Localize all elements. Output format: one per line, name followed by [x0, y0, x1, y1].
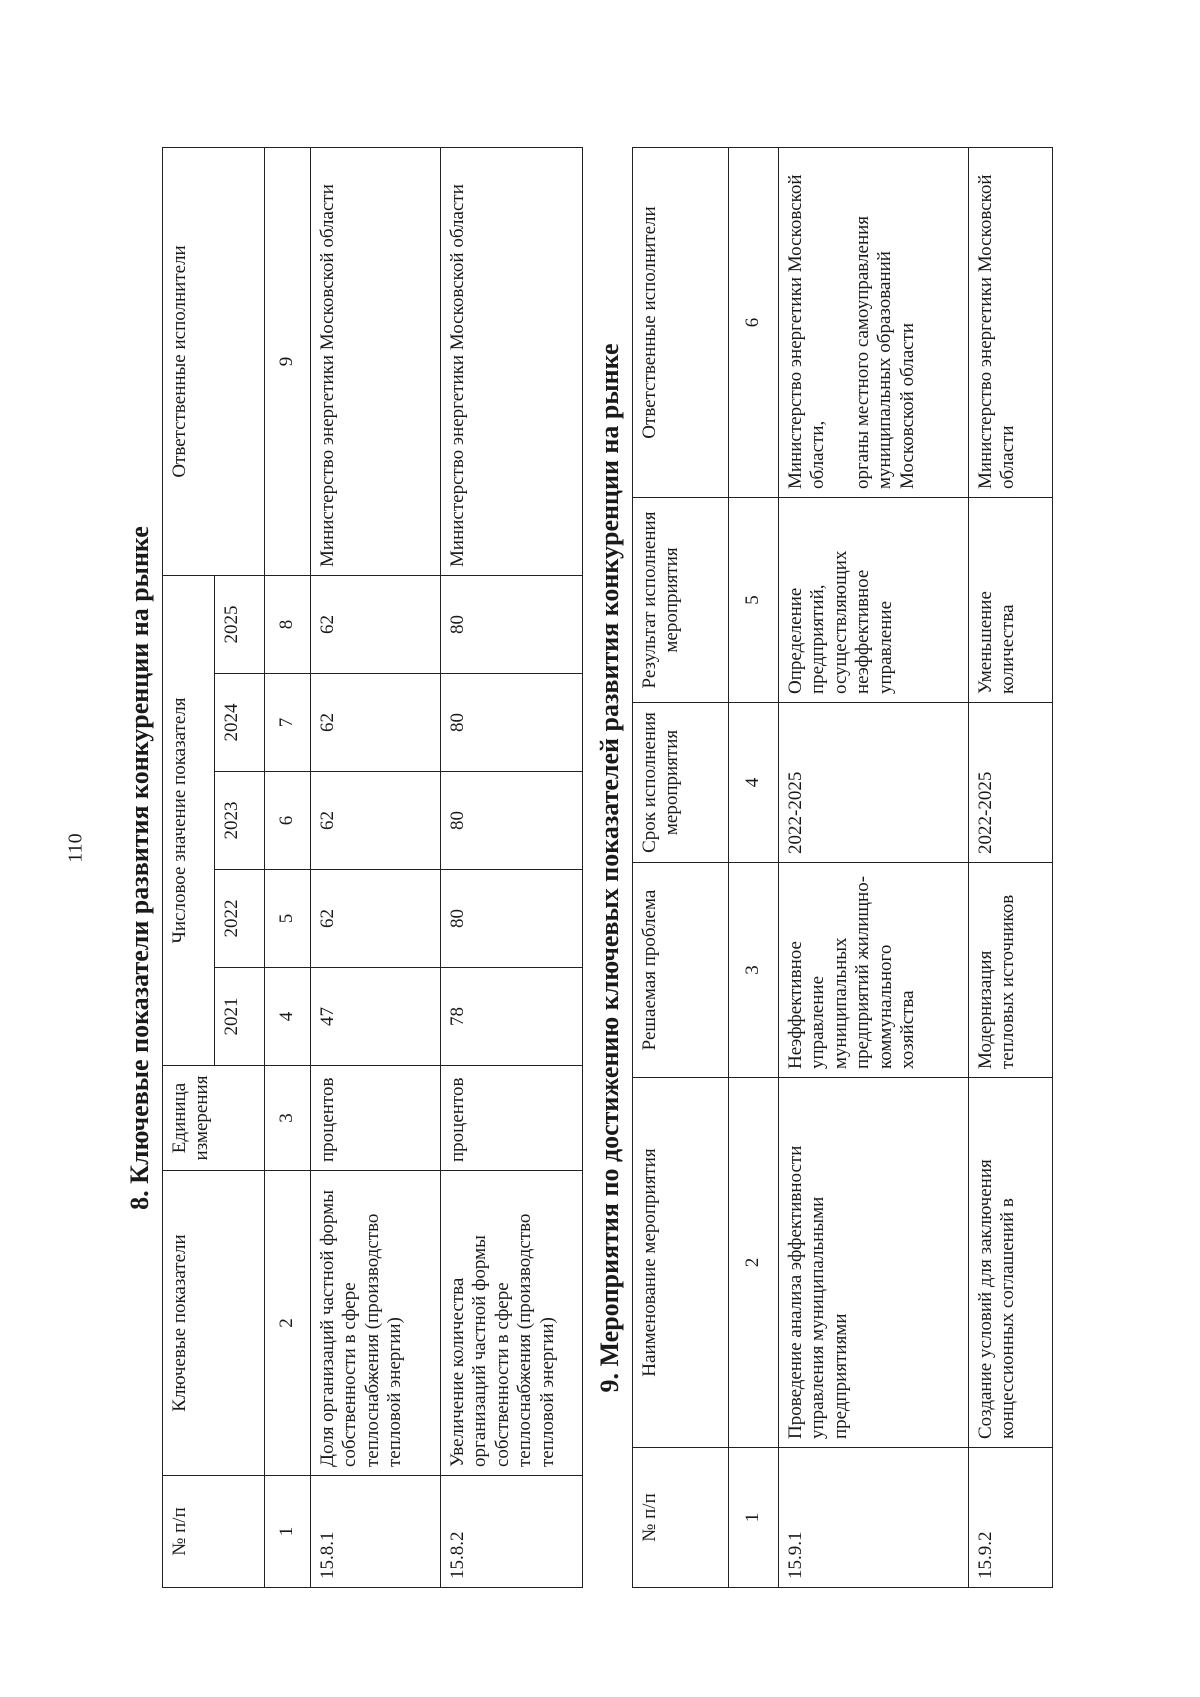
table-row — [969, 148, 1053, 1588]
header-name: Наименование мероприятия — [633, 1078, 729, 1448]
col-number: 8 — [265, 575, 311, 673]
unit-cell: процентов — [441, 1066, 583, 1171]
col-number: 1 — [729, 1448, 779, 1588]
col-number: 2 — [729, 1078, 779, 1448]
section-8 — [118, 147, 583, 1588]
col-number: 2 — [265, 1171, 311, 1476]
header-year: 2022 — [215, 870, 265, 968]
value-cell: 80 — [441, 772, 583, 870]
col-number: 4 — [729, 703, 779, 863]
header-problem: Решаемая проблема — [633, 863, 729, 1078]
term-cell: 2022-2025 — [969, 703, 1053, 863]
header-result: Результат исполнения мероприятия — [633, 498, 729, 703]
header-term: Срок исполнения мероприятия — [633, 703, 729, 863]
responsible-cell — [779, 148, 969, 498]
table-row — [441, 147, 583, 1587]
value-cell: 62 — [311, 772, 441, 870]
activity-name-cell: Создание условий для заключения концессионных соглашений в — [969, 1078, 1053, 1448]
value-cell: 80 — [441, 674, 583, 772]
col-number: 9 — [265, 147, 311, 575]
header-indicator: Ключевые показатели — [163, 1171, 265, 1476]
activity-name-cell: Проведение анализа эффективности управления муниципальными предприятиями — [779, 1078, 969, 1448]
value-cell: 80 — [441, 870, 583, 968]
col-number: 3 — [729, 863, 779, 1078]
section-9-title: 9. Мероприятия по достижению ключевых показателей развития конкуренции на рынке — [595, 343, 624, 1393]
col-number: 3 — [265, 1066, 311, 1171]
term-cell: 2022-2025 — [779, 703, 969, 863]
table-row — [311, 147, 441, 1587]
section-9 — [588, 147, 1053, 1588]
responsible-local-authorities: органы местного самоуправления муниципальных образований Московской области — [851, 215, 918, 489]
header-num: № п/п — [633, 1448, 729, 1588]
row-num: 15.9.2 — [969, 1448, 1053, 1588]
problem-cell: Неэффективное управление муниципальных предприятий жилищно-коммунального хозяйства — [779, 863, 969, 1078]
col-number: 5 — [265, 870, 311, 968]
col-number: 5 — [729, 498, 779, 703]
unit-cell: процентов — [311, 1066, 441, 1171]
problem-cell: Модернизация тепловых источников — [969, 863, 1053, 1078]
row-num: 15.8.1 — [311, 1476, 441, 1588]
value-cell: 47 — [311, 968, 441, 1066]
header-value-group: Числовое значение показателя — [163, 575, 215, 1065]
activities-table — [632, 147, 1053, 1588]
responsible-cell: Министерство энергетики Московской области — [311, 147, 441, 575]
col-number: 6 — [265, 772, 311, 870]
indicator-cell: Увеличение количества организаций частной формы собственности в сфере теплоснабжения (производство тепловой энергии) — [441, 1171, 583, 1476]
result-cell: Уменьшение количества — [969, 498, 1053, 703]
value-cell: 80 — [441, 575, 583, 673]
responsible-cell: Министерство энергетики Московской области — [441, 147, 583, 575]
key-indicators-table — [162, 147, 583, 1588]
value-cell: 62 — [311, 870, 441, 968]
header-responsible: Ответственные исполнители — [633, 148, 729, 498]
section-8-title: 8. Ключевые показатели развития конкуренции на рынке — [125, 526, 154, 1210]
col-number: 6 — [729, 148, 779, 498]
indicator-cell: Доля организаций частной формы собственности в сфере теплоснабжения (производство тепловой энергии) — [311, 1171, 441, 1476]
header-year: 2023 — [215, 772, 265, 870]
result-cell: Определение предприятий, осуществляющих неэффективное управление — [779, 498, 969, 703]
header-year: 2024 — [215, 674, 265, 772]
value-cell: 62 — [311, 674, 441, 772]
header-year: 2021 — [215, 968, 265, 1066]
value-cell: 62 — [311, 575, 441, 673]
col-number: 4 — [265, 968, 311, 1066]
table-row — [779, 148, 969, 1588]
col-number: 7 — [265, 674, 311, 772]
value-cell: 78 — [441, 968, 583, 1066]
responsible-ministry: Министерство энергетики Московской области, — [785, 174, 829, 489]
page-number: 110 — [64, 833, 87, 863]
header-num: № п/п — [163, 1476, 265, 1588]
col-number: 1 — [265, 1476, 311, 1588]
header-unit: Единица измерения — [163, 1066, 265, 1171]
responsible-cell: Министерство энергетики Московской области — [969, 148, 1053, 498]
row-num: 15.9.1 — [779, 1448, 969, 1588]
header-responsible: Ответственные исполнители — [163, 147, 265, 575]
row-num: 15.8.2 — [441, 1476, 583, 1588]
header-year: 2025 — [215, 575, 265, 673]
